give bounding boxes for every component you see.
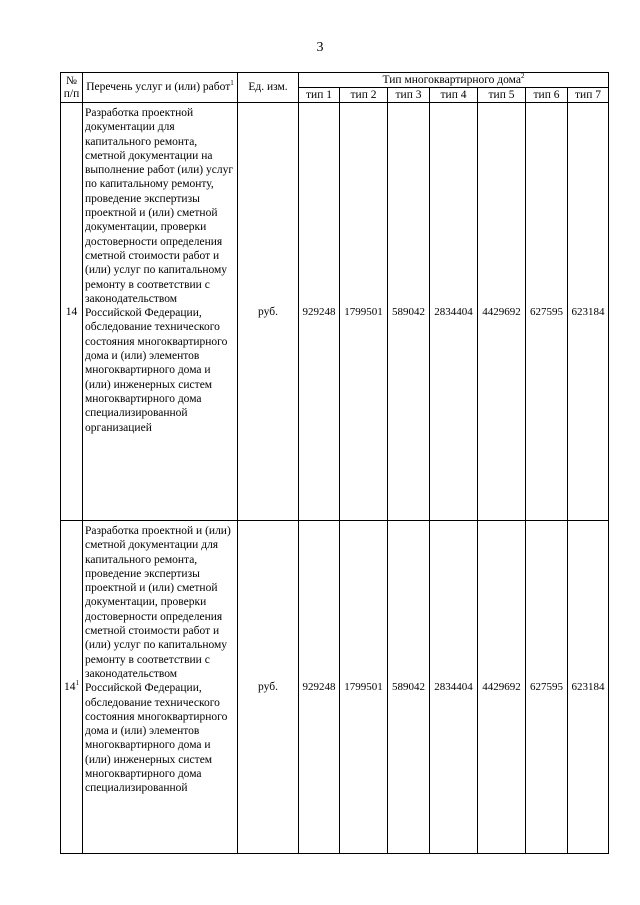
row-value-type-1: 929248: [299, 521, 340, 854]
row-unit: руб.: [238, 521, 299, 854]
row-description: Разработка проектной и (или) сметной документации для капитального ремонта, проведение экспертизы проектной и (или) сметной документации, проверки достоверности определения сметной стоимости работ и (или) услуг по капитальному ремонту в соответствии с законодательством Российской Федерации, обследование технического состояния многоквартирного дома и (или) элементов многоквартирного дома и (или) инженерных систем многоквартирного дома специализированной: [83, 521, 238, 854]
header-type-3: тип 3: [388, 88, 430, 103]
row-number-footnote: 1: [75, 679, 79, 688]
row-value-type-5: 4429692: [478, 521, 526, 854]
page-number: 3: [316, 40, 324, 55]
header-number-line1: №: [66, 74, 77, 87]
row-value-type-1: 929248: [299, 103, 340, 521]
row-value-type-4: 2834404: [430, 521, 478, 854]
row-value-type-7: 623184: [568, 521, 609, 854]
header-house-type-label: Тип многоквартирного дома: [382, 73, 521, 86]
header-type-6: тип 6: [526, 88, 568, 103]
table-row: [61, 521, 609, 854]
header-type-5: тип 5: [478, 88, 526, 103]
row-number-cell: [61, 521, 83, 854]
header-type-1: тип 1: [299, 88, 340, 103]
row-value-type-6: 627595: [526, 103, 568, 521]
row-value-type-3: 589042: [388, 103, 430, 521]
header-number-line2: п/п: [63, 87, 80, 100]
row-value-type-2: 1799501: [340, 103, 388, 521]
header-house-type-footnote: 2: [520, 71, 525, 80]
header-type-2: тип 2: [340, 88, 388, 103]
header-services-footnote: 1: [230, 79, 234, 88]
row-unit: руб.: [238, 103, 299, 521]
header-type-7: тип 7: [568, 88, 609, 103]
row-number: 14: [64, 681, 76, 693]
header-type-4: тип 4: [430, 88, 478, 103]
row-value-type-6: 627595: [526, 521, 568, 854]
row-value-type-7: 623184: [568, 103, 609, 521]
row-value-type-2: 1799501: [340, 521, 388, 854]
row-value-type-4: 2834404: [430, 103, 478, 521]
header-services-cell: [83, 73, 238, 103]
row-value-type-5: 4429692: [478, 103, 526, 521]
header-house-type-cell: [299, 73, 609, 88]
row-value-type-3: 589042: [388, 521, 430, 854]
row-number-cell: [61, 103, 83, 521]
table-row: [61, 103, 609, 521]
header-row-1: [61, 73, 609, 88]
row-number: 14: [65, 305, 78, 318]
house-type-tariff-table: [60, 72, 609, 854]
row-description: Разработка проектной документации для капитального ремонта, сметной документации на выполнение работ (или) услуг по капитальному ремонту, проведение экспертизы проектной и (или) сметной документации, проверки достоверности определения сметной стоимости работ и (или) услуг по капитальному ремонту в соответствии с законодательством Российской Федерации, обследование технического состояния многоквартирного дома и (или) элементов многоквартирного дома и (или) инженерных систем многоквартирного дома специализированной организацией: [83, 103, 238, 521]
header-unit-label: Ед. изм.: [238, 73, 299, 103]
header-services-label: Перечень услуг и (или) работ: [86, 81, 231, 93]
header-number-cell: [61, 73, 83, 103]
